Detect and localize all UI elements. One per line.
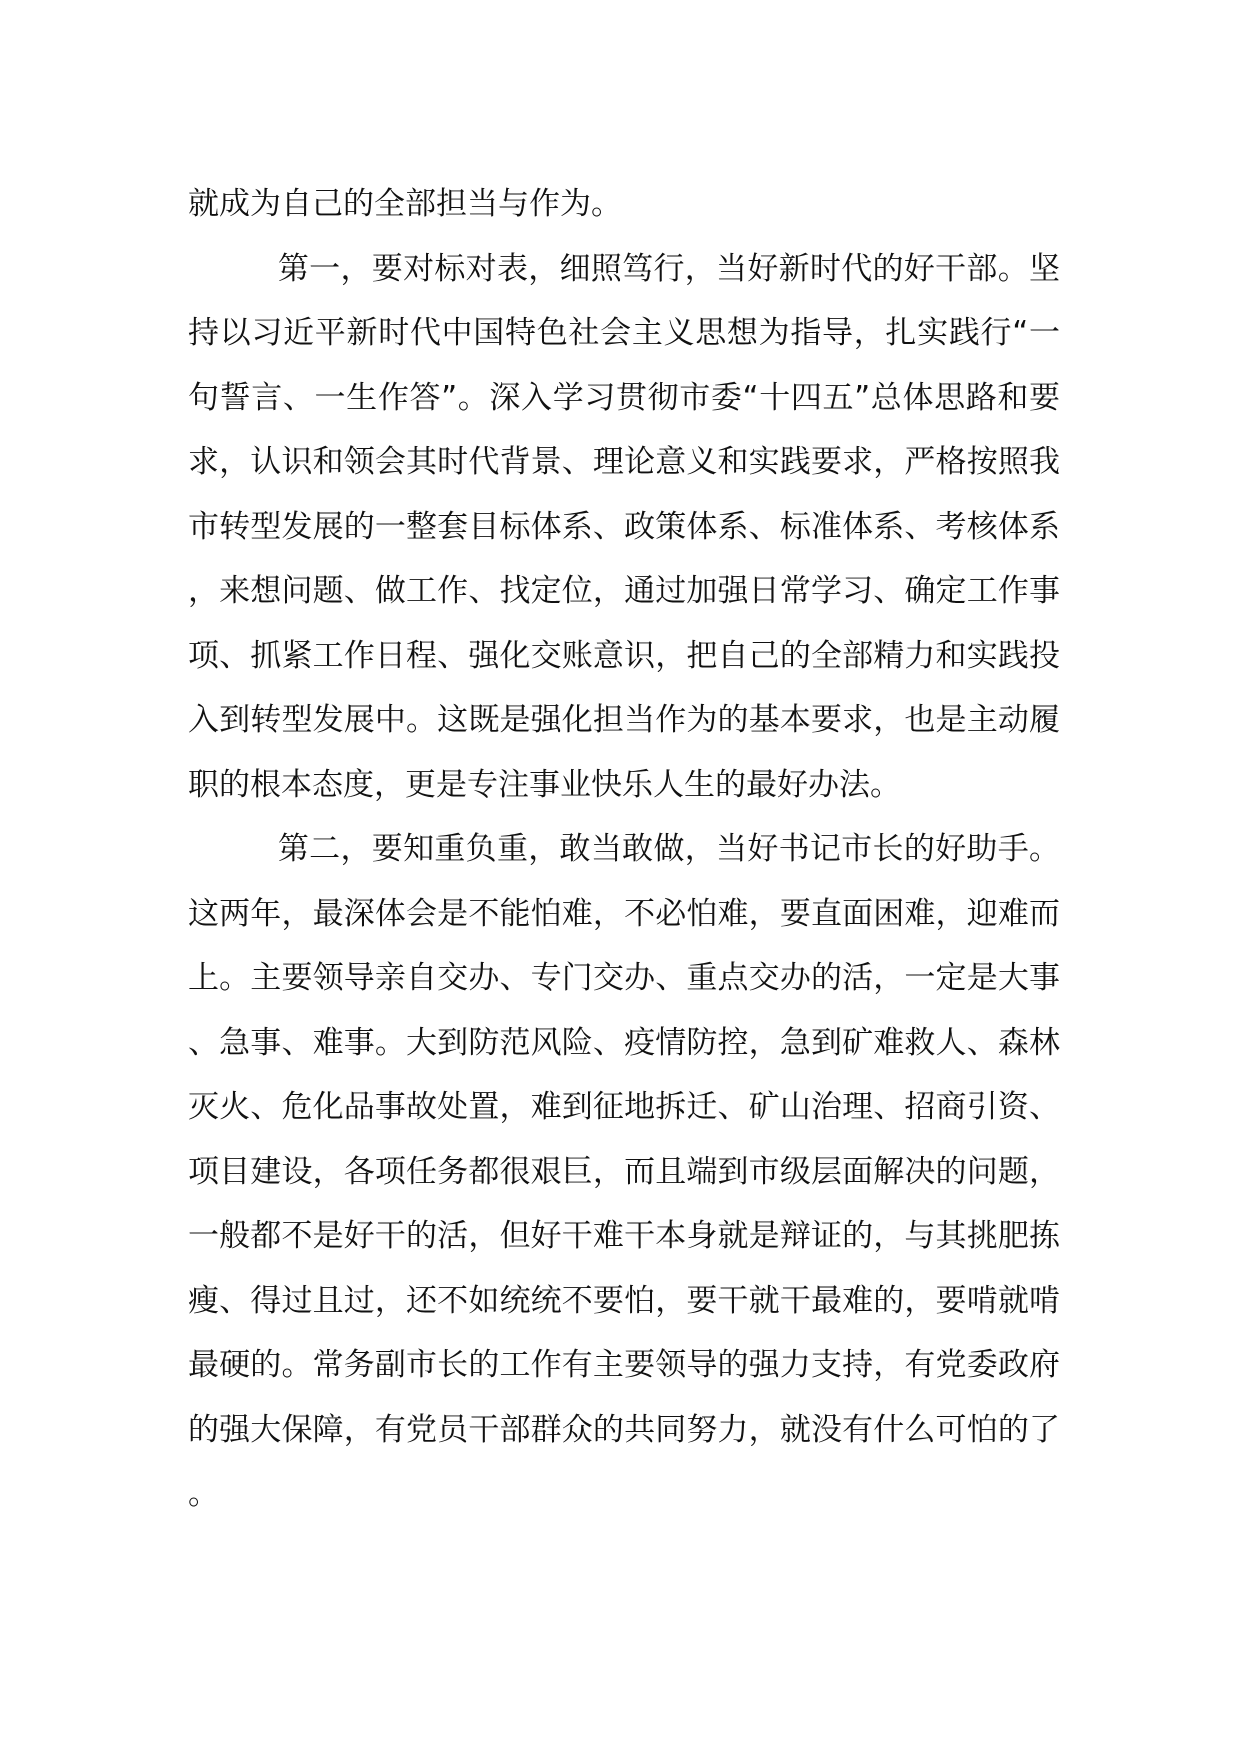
paragraph-3: 第二，要知重负重，敢当敢做，当好书记市长的好助手。这两年，最深体会是不能怕难，不必怕难，要直面困难，迎难而上。主要领导亲自交办、专门交办、重点交办的活，一定是大事、急事、难事。大到防范风险、疫情防控，急到矿难救人、森林灭火、危化品事故处置，难到征地拆迁、矿山治理、招商引资、项目建设，各项任务都很艰巨，而且端到市级层面解决的问题，一般都不是好干的活，但好干难干本身就是辩证的，与其挑肥拣瘦、得过且过，还不如统统不要怕，要干就干最难的，要啃就啃最硬的。常务副市长的工作有主要领导的强力支持，有党委政府的强大保障，有党员干部群众的共同努力，就没有什么可怕的了。 [188, 831, 1060, 1512]
document-body [188, 172, 1060, 1527]
paragraph-1: 就成为自己的全部担当与作为。 [188, 186, 622, 222]
paragraph-2: 第一，要对标对表，细照笃行，当好新时代的好干部。坚持以习近平新时代中国特色社会主义思想为指导，扎实践行“一句誓言、一生作答”。深入学习贯彻市委“十四五”总体思路和要求，认识和领会其时代背景、理论意义和实践要求，严格按照我市转型发展的一整套目标体系、政策体系、标准体系、考核体系，来想问题、做工作、找定位，通过加强日常学习、确定工作事项、抓紧工作日程、强化交账意识，把自己的全部精力和实践投入到转型发展中。这既是强化担当作为的基本要求，也是主动履职的根本态度，更是专注事业快乐人生的最好办法。 [188, 250, 1060, 803]
